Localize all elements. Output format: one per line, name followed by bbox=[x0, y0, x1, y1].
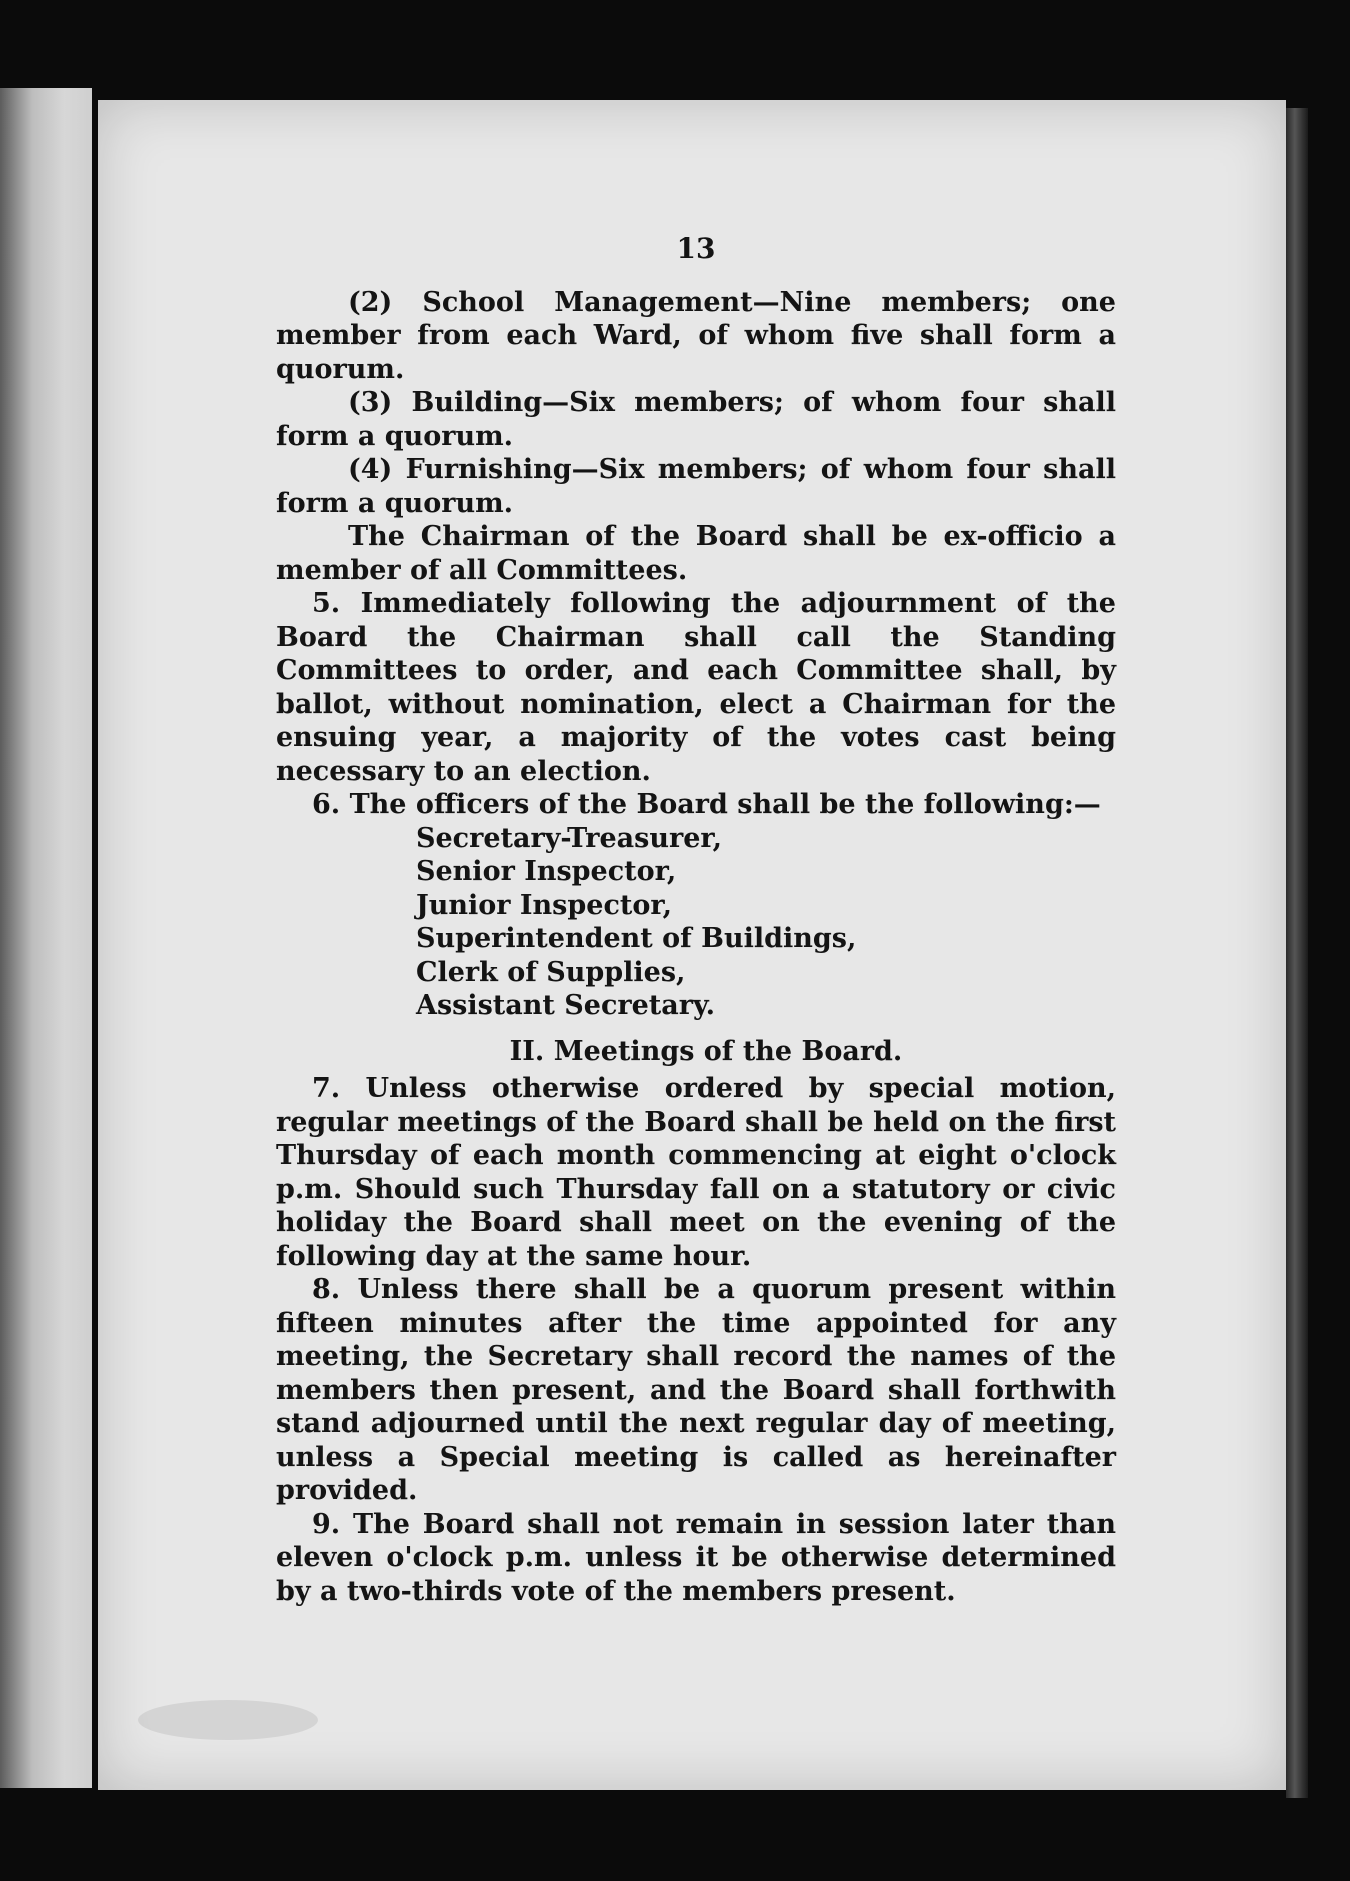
officer-item: Clerk of Supplies, bbox=[416, 956, 686, 988]
officer-item: Secretary-Treasurer, bbox=[416, 822, 723, 854]
chairman-note: The Chairman of the Board shall be ex-officio a member of all Committees. bbox=[276, 521, 1116, 586]
officer-item: Superintendent of Buildings, bbox=[416, 923, 857, 954]
rule-6: 6. The officers of the Board shall be the following:— bbox=[312, 789, 1101, 820]
committee-item: (3) Building—Six members; of whom four shall form a quorum. bbox=[276, 387, 1116, 452]
previous-page-edge bbox=[0, 88, 92, 1788]
officers-list bbox=[276, 822, 1116, 1023]
officer-item: Assistant Secretary. bbox=[416, 990, 715, 1021]
page-binding-edge bbox=[1286, 108, 1308, 1798]
page-number: 13 bbox=[676, 232, 716, 265]
committee-item: (2) School Management—Nine members; one member from each Ward, of whom five shall form a quorum. bbox=[276, 286, 1116, 385]
page-text bbox=[276, 232, 1116, 1608]
rule-5: 5. Immediately following the adjournment of the Board the Chairman shall call the Standing Committees to order, and each Committee shall, by ballot, without nomination, elect a Chairman for the ensuing year, a majority of the votes cast being necessary to an election. bbox=[276, 588, 1116, 787]
section-heading: II. Meetings of the Board. bbox=[509, 1035, 903, 1067]
committee-item: (4) Furnishing—Six members; of whom four shall form a quorum. bbox=[276, 454, 1116, 519]
officer-item: Senior Inspector, bbox=[416, 856, 677, 887]
scan-smudge bbox=[138, 1700, 318, 1740]
rule-7: 7. Unless otherwise ordered by special motion, regular meetings of the Board shall be held on the first Thursday of each month commencing at eight o'clock p.m. Should such Thursday fall on a statutory or civic holiday the Board shall meet on the evening of the following day at the same hour. bbox=[276, 1073, 1116, 1272]
rule-8: 8. Unless there shall be a quorum present within fifteen minutes after the time appointed for any meeting, the Secretary shall record the names of the members then present, and the Board shall forthwith stand adjourned until the next regular day of meeting, unless a Special meeting is called as hereinafter provided. bbox=[276, 1274, 1116, 1506]
rule-9: 9. The Board shall not remain in session later than eleven o'clock p.m. unless it be otherwise determined by a two-thirds vote of the members present. bbox=[276, 1508, 1116, 1607]
officer-item: Junior Inspector, bbox=[416, 889, 673, 921]
